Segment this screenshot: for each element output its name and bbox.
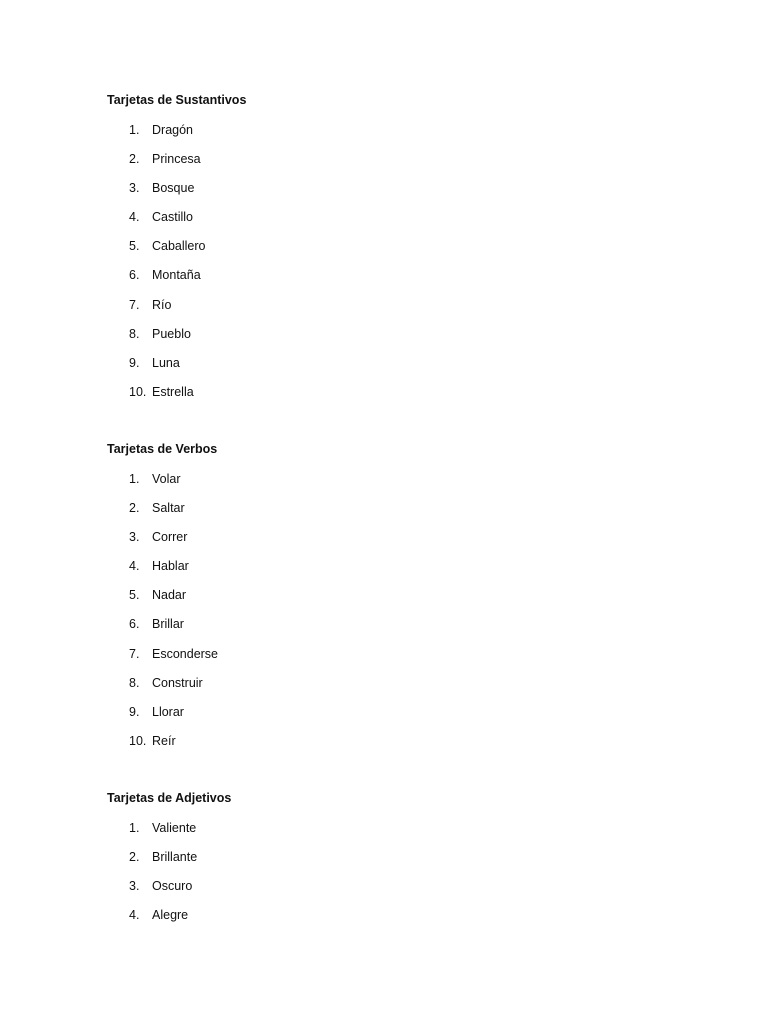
item-text: Estrella	[152, 384, 194, 399]
item-text: Reír	[152, 733, 176, 748]
item-text: Esconderse	[152, 646, 219, 661]
item-text: Nadar	[152, 588, 187, 603]
item-number: 10.	[129, 384, 147, 399]
item-number: 7.	[129, 297, 140, 312]
item-number: 4.	[129, 559, 140, 574]
item-text: Pueblo	[152, 326, 191, 341]
item-number: 8.	[129, 675, 140, 690]
item-number: 3.	[129, 530, 140, 545]
section-title-adjectives: Tarjetas de Adjetivos	[107, 791, 232, 805]
list-item	[107, 122, 707, 151]
item-text: Valiente	[152, 821, 197, 835]
item-text: Hablar	[152, 559, 189, 574]
list-item	[107, 558, 707, 587]
item-text: Saltar	[152, 501, 185, 516]
item-number: 3.	[129, 181, 140, 196]
item-number: 3.	[129, 879, 140, 894]
item-text: Río	[152, 297, 172, 312]
item-text: Construir	[152, 675, 203, 690]
list-item	[107, 704, 707, 733]
list-item	[107, 878, 707, 907]
noun-list	[107, 122, 707, 413]
list-item	[107, 151, 707, 180]
item-text: Bosque	[152, 181, 195, 196]
item-number: 1.	[129, 472, 140, 486]
item-text: Brillar	[152, 617, 184, 632]
list-item	[107, 820, 707, 849]
list-item	[107, 384, 707, 413]
section-verbs	[107, 441, 707, 762]
item-number: 2.	[129, 850, 140, 865]
item-number: 1.	[129, 821, 140, 835]
section-title-verbs: Tarjetas de Verbos	[107, 442, 218, 456]
list-item	[107, 297, 707, 326]
item-number: 9.	[129, 704, 140, 719]
list-item	[107, 587, 707, 616]
item-text: Dragón	[152, 123, 193, 137]
item-number: 8.	[129, 326, 140, 341]
list-item	[107, 267, 707, 296]
item-number: 6.	[129, 617, 140, 632]
list-item	[107, 733, 707, 762]
list-item	[107, 500, 707, 529]
item-text: Castillo	[152, 210, 193, 225]
item-text: Volar	[152, 472, 181, 486]
list-item	[107, 646, 707, 675]
item-text: Alegre	[152, 908, 189, 923]
list-item	[107, 616, 707, 645]
list-item	[107, 209, 707, 238]
list-item	[107, 180, 707, 209]
item-text: Correr	[152, 530, 188, 545]
section-title-nouns: Tarjetas de Sustantivos	[107, 93, 247, 107]
item-number: 5.	[129, 239, 140, 254]
list-item	[107, 355, 707, 384]
list-item	[107, 529, 707, 558]
item-number: 10.	[129, 733, 147, 748]
item-text: Brillante	[152, 850, 198, 865]
item-number: 2.	[129, 501, 140, 516]
list-item	[107, 471, 707, 500]
adjective-list	[107, 820, 707, 936]
item-text: Montaña	[152, 268, 201, 283]
item-number: 6.	[129, 268, 140, 283]
item-number: 4.	[129, 908, 140, 923]
section-adjectives	[107, 790, 707, 936]
list-item	[107, 238, 707, 267]
item-number: 1.	[129, 123, 140, 137]
list-item	[107, 907, 707, 936]
section-nouns	[107, 92, 707, 413]
item-text: Princesa	[152, 152, 201, 167]
verb-list	[107, 471, 707, 762]
item-number: 2.	[129, 152, 140, 167]
item-number: 7.	[129, 646, 140, 661]
item-text: Luna	[152, 355, 180, 370]
item-text: Llorar	[152, 704, 184, 719]
item-text: Oscuro	[152, 879, 193, 894]
list-item	[107, 326, 707, 355]
list-item	[107, 675, 707, 704]
item-text: Caballero	[152, 239, 206, 254]
item-number: 4.	[129, 210, 140, 225]
list-item	[107, 849, 707, 878]
item-number: 9.	[129, 355, 140, 370]
item-number: 5.	[129, 588, 140, 603]
